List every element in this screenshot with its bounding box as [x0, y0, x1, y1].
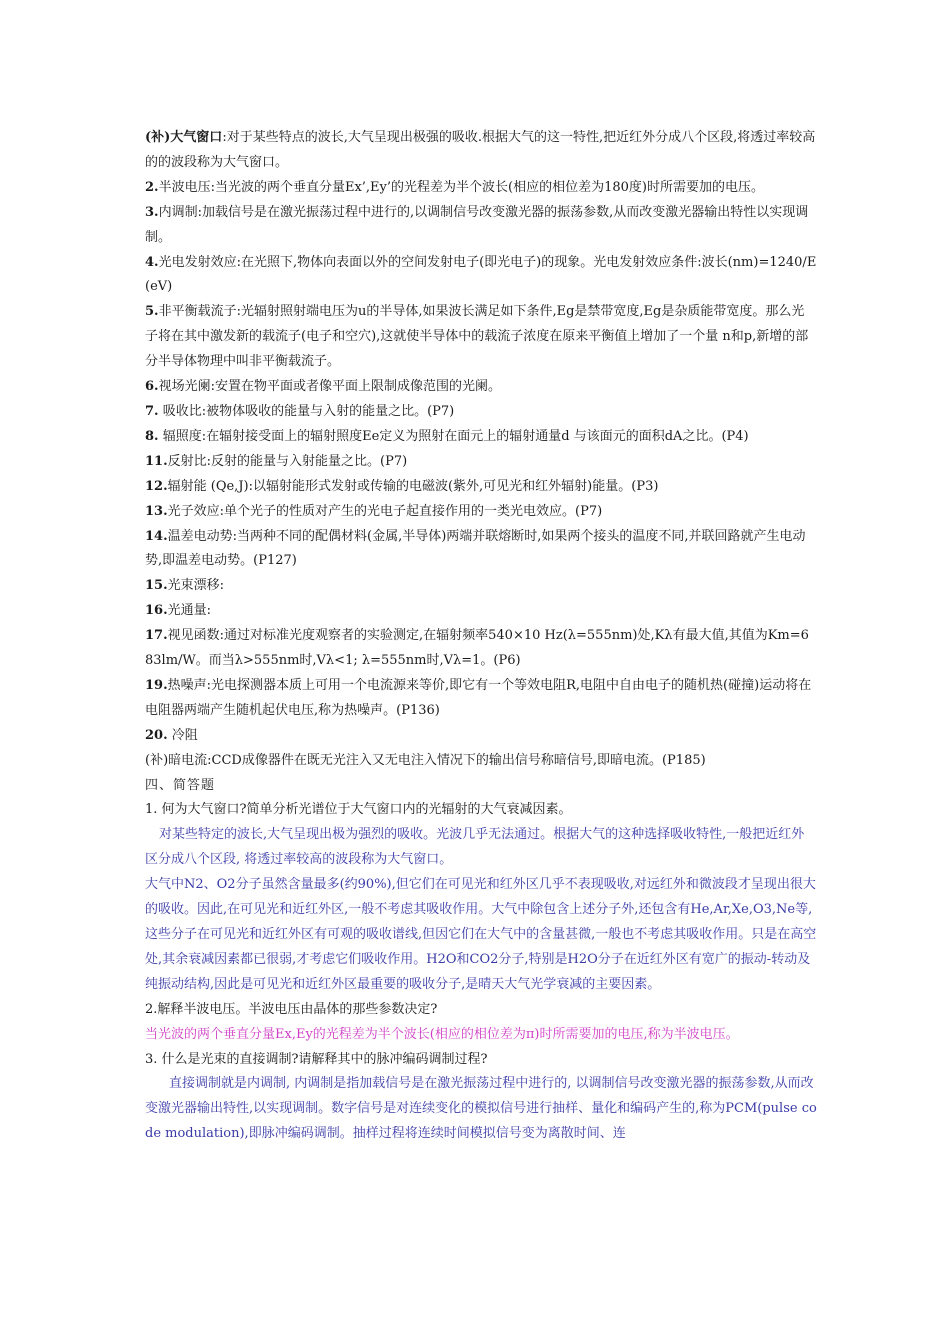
definition-text: 辐射能 (Qe,J):以辐射能形式发射或传输的电磁波(紫外,可见光和红外辐射)能量。(P3) — [167, 478, 659, 494]
answer-1-paragraph-1: 对某些特定的波长,大气呈现出极为强烈的吸收。光波几乎无法通过。根据大气的这种选择吸收特性,一般把近红外区分成八个区段, 将透过率较高的波段称为大气窗口。 — [145, 827, 805, 868]
definition-number: 4. — [145, 254, 159, 270]
answer-2: 当光波的两个垂直分量Ex,Ey的光程差为半个波长(相应的相位差为π)时所需要加的电压,称为半波电压。 — [145, 1026, 739, 1042]
definition-text: 光通量: — [167, 603, 212, 619]
definition-4 — [145, 251, 817, 301]
definition-text: 内调制:加载信号是在激光振荡过程中进行的,以调制信号改变激光器的振荡参数,从而改变激光器输出特性以实现调制。 — [145, 204, 809, 245]
definition-2 — [145, 176, 817, 201]
definition-text: 视见函数:通过对标准光度观察者的实验测定,在辐射频率540×10 Hz(λ=555nm)处,Kλ有最大值,其值为Km=683lm/W。而当λ>555nm时,Vλ<1; λ=555nm时,Vλ=1。(P6) — [145, 628, 809, 669]
definition-number: 7. — [145, 403, 159, 419]
definition-7 — [145, 400, 817, 425]
definition-number: 5. — [145, 304, 159, 320]
definition-number: 12. — [145, 478, 168, 494]
definition-text: 半波电压:当光波的两个垂直分量Ex’,Ey’的光程差为半个波长(相应的相位差为180度)时所需要加的电压。 — [158, 179, 764, 195]
definition-text: 反射比:反射的能量与入射能量之比。(P7) — [167, 453, 408, 469]
question-2: 2.解释半波电压。半波电压由晶体的那些参数决定? — [145, 1001, 438, 1017]
question-3: 3. 什么是光束的直接调制?请解释其中的脉冲编码调制过程? — [145, 1051, 488, 1067]
definition-number: 2. — [145, 179, 159, 195]
definition-number: 15. — [145, 578, 168, 594]
definition-number: 16. — [145, 603, 168, 619]
definition-text: 光束漂移: — [167, 578, 225, 594]
definition-text: 光电发射效应:在光照下,物体向表面以外的空间发射电子(即光电子)的现象。光电发射效应条件:波长(nm)=1240/E(eV) — [145, 254, 817, 295]
definition-5 — [145, 300, 817, 375]
definition-text: :对于某些特点的波长,大气呈现出极强的吸收.根据大气的这一特性,把近红外分成八个区段,将透过率较高的的波段称为大气窗口。 — [145, 130, 816, 170]
definition-number: 14. — [145, 528, 168, 544]
definition-1 — [145, 126, 817, 176]
definition-number: 20. — [145, 727, 168, 743]
document-body — [145, 126, 817, 1147]
definition-text: 光子效应:单个光子的性质对产生的光电子起直接作用的一类光电效应。(P7) — [167, 503, 603, 519]
answer-3: 直接调制就是内调制, 内调制是指加载信号是在激光振荡过程中进行的, 以调制信号改变激光器的振荡参数,从而改变激光器输出特性,以实现调制。数字信号是对连续变化的模拟信号进行抽样、量化和编码产生的,称为PCM(pulse code modulation),即脉冲编码调制。抽样过程将连续时间模拟信号变为离散时间、连 — [145, 1076, 817, 1142]
definition-text: 冷阻 — [167, 727, 198, 743]
definition-number: 19. — [145, 677, 168, 693]
definition-14 — [145, 525, 817, 575]
definition-number: 17. — [145, 628, 168, 644]
definition-text: 非平衡载流子:光辐射照射端电压为u的半导体,如果波长满足如下条件,Eg是禁带宽度,Eg是杂质能带宽度。那么光子将在其中激发新的载流子(电子和空穴),这就使半导体中的载流子浓度在原来平衡值上增加了一个量 n和p,新增的部分半导体物理中叫非平衡载流子。 — [145, 304, 809, 370]
definition-13 — [145, 500, 817, 525]
definition-12 — [145, 475, 817, 500]
definition-19 — [145, 674, 817, 724]
definition-6 — [145, 375, 817, 400]
definition-text: 热噪声:光电探测器本质上可用一个电流源来等价,即它有一个等效电阻R,电阻中自由电子的随机热(碰撞)运动将在电阻器两端产生随机起伏电压,称为热噪声。(P136) — [145, 677, 812, 718]
definition-text: 吸收比:被物体吸收的能量与入射的能量之比。(P7) — [158, 403, 455, 419]
definition-8 — [145, 425, 817, 450]
definition-15 — [145, 574, 817, 599]
answer-1-paragraph-2: 大气中N2、O2分子虽然含量最多(约90%),但它们在可见光和红外区几乎不表现吸收,对远红外和微波段才呈现出很大的吸收。因此,在可见光和近红外区,一般不考虑其吸收作用。大气中除包含上述分子外,还包含有He,Ar,Xe,O3,Ne等,这些分子在可见光和近红外区有可观的吸收谱线,但因它们在大气中的含量甚微,一般也不考虑其吸收作用。只是在高空处,其余衰减因素都已很弱,才考虑它们吸收作用。H2O和CO2分子,特别是H2O分子在近红外区有宽广的振动-转动及纯振动结构,因此是可见光和近红外区最重要的吸收分子,是晴天大气光学衰减的主要因素。 — [145, 877, 817, 992]
definition-number: 13. — [145, 503, 168, 519]
definition-text: 辐照度:在辐射接受面上的辐射照度Ee定义为照射在面元上的辐射通量d 与该面元的面积dA之比。(P4) — [158, 428, 749, 444]
definition-number: 11. — [145, 453, 168, 469]
definition-20 — [145, 724, 817, 749]
definition-number: (补)大气窗口 — [145, 130, 223, 145]
definition-17 — [145, 624, 817, 674]
definition-11 — [145, 450, 817, 475]
definition-text: 视场光阑:安置在物平面或者像平面上限制成像范围的光阑。 — [158, 379, 501, 395]
question-1: 1. 何为大气窗口?简单分析光谱位于大气窗口内的光辐射的大气衰减因素。 — [145, 802, 572, 818]
definition-number: 6. — [145, 379, 159, 395]
definition-number: 3. — [145, 204, 159, 220]
section-title: 四、简答题 — [145, 777, 216, 793]
definition-number: 8. — [145, 428, 159, 444]
definition-3 — [145, 201, 817, 251]
definition-16 — [145, 599, 817, 624]
definition-dark-current: (补)暗电流:CCD成像器件在既无光注入又无电注入情况下的输出信号称暗信号,即暗电流。(P185) — [145, 752, 706, 768]
definition-text: 温差电动势:当两种不同的配偶材料(金属,半导体)两端并联熔断时,如果两个接头的温度不同,并联回路就产生电动势,即温差电动势。(P127) — [145, 528, 806, 569]
